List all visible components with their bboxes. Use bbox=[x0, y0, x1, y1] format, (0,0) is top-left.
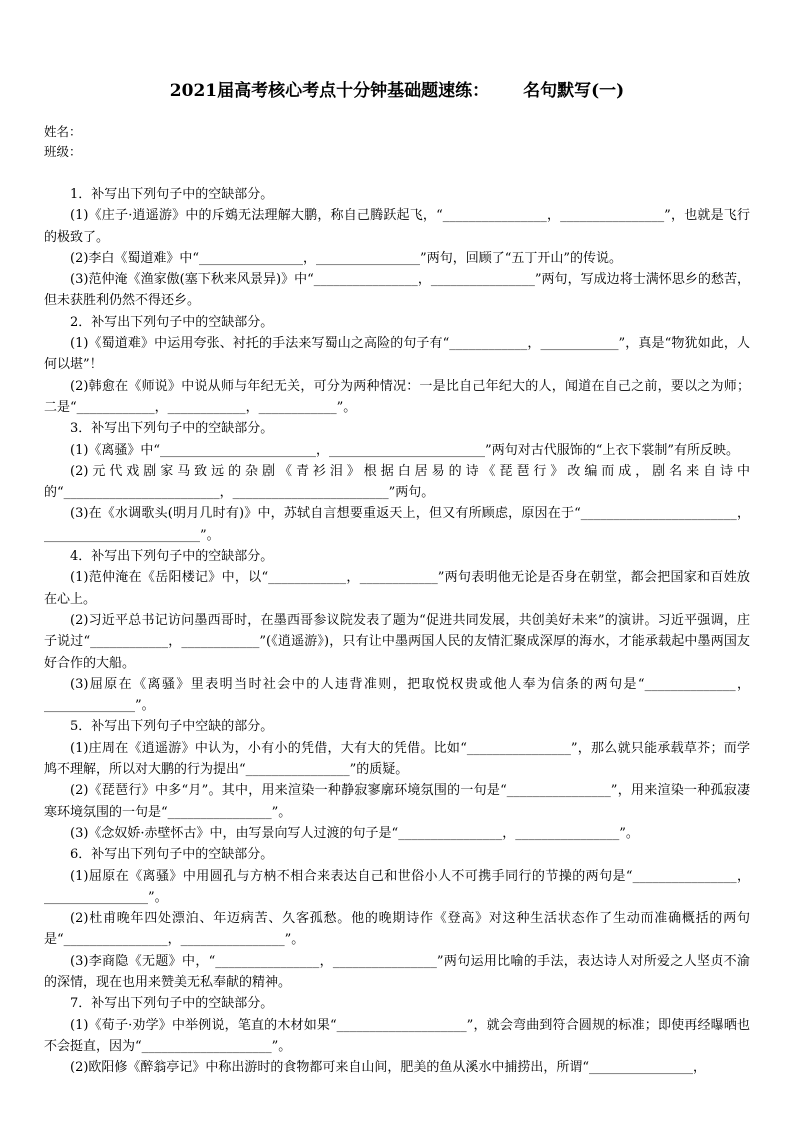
student-info bbox=[44, 122, 82, 162]
sub-question: (1)《离骚》中“________________________，________________________”两句对古代服饰的“上衣下裳制”有所反映。 bbox=[70, 442, 739, 458]
sub-question: (3)屈原在《离骚》里表明当时社会中的人违背准则，把取悦权贵或他人奉为信条的两句是“______________，______________”。 bbox=[44, 676, 750, 714]
sub-question: (2)李白《蜀道难》中“________________，________________”两句，回顾了“五丁开山”的传说。 bbox=[70, 250, 622, 266]
name-label: 姓名： bbox=[44, 124, 82, 139]
sub-question: (3)李商隐《无题》中，“________________，________________”两句运用比喻的手法，表达诗人对所爱之人坚贞不渝的深情，现在也用来赞美无私奉献的精神。 bbox=[44, 953, 750, 990]
sub-question: (2)《琵琶行》中多“月”。其中，用来渲染一种静寂寥廓环境氛围的一句是“________________”，用来渲染一种孤寂凄寒环境氛围的一句是“________________”。 bbox=[44, 783, 750, 820]
title-main: 2021届高考核心考点十分钟基础题速练： bbox=[169, 81, 490, 101]
question-heading: 6．补写出下列句子中的空缺部分。 bbox=[70, 847, 274, 863]
question-heading: 1．补写出下列句子中的空缺部分。 bbox=[70, 187, 274, 202]
sub-question: (2)杜甫晚年四处漂泊、年迈病苦、久客孤愁。他的晚期诗作《登高》对这种生活状态作了生动而准确概括的两句是“________________，________________”。 bbox=[44, 911, 750, 948]
sub-question: (2)韩愈在《师说》中说从师与年纪无关，可分为两种情况：一是比自己年纪大的人，闻道在自己之前，要以之为师；二是“____________，____________，____________”。 bbox=[44, 378, 750, 415]
sub-question: (2)习近平总书记访问墨西哥时，在墨西哥参议院发表了题为“促进共同发展，共创美好未来”的演讲。习近平强调，庄子说过“____________，____________”(《逍遥游》)，只有让中墨两国人民的友情汇聚成深厚的海水，才能承载起中墨两国友好合作的大船。 bbox=[44, 612, 750, 671]
sub-question: (1)范仲淹在《岳阳楼记》中，以“____________，____________”两句表明他无论是否身在朝堂，都会把国家和百姓放在心上。 bbox=[44, 570, 750, 607]
sub-question: (1)庄周在《逍遥游》中认为，小有小的凭借，大有大的凭借。比如“________________”，那么就只能承载草芥；而学鸠不理解，所以对大鹏的行为提出“________________”的质疑。 bbox=[44, 740, 750, 778]
question-heading: 7．补写出下列句子中的空缺部分。 bbox=[70, 996, 274, 1012]
sub-question: (1)《蜀道难》中运用夸张、衬托的手法来写蜀山之高险的句子有“____________，____________”，真是“物犹如此，人何以堪”！ bbox=[44, 336, 750, 373]
sub-question: (1)《荀子·劝学》中举例说，笔直的木材如果“____________________”，就会弯曲到符合圆规的标准；即使再经曝晒也不会挺直，因为“____________________”。 bbox=[44, 1017, 750, 1054]
title-sub: 名句默写(一) bbox=[523, 81, 625, 101]
question-heading: 4．补写出下列句子中的空缺部分。 bbox=[70, 549, 274, 565]
question-heading: 2．补写出下列句子中的空缺部分。 bbox=[70, 314, 274, 330]
document-title bbox=[0, 76, 794, 101]
question-heading: 5．补写出下列句子中空缺的部分。 bbox=[70, 719, 274, 735]
sub-question: (3)范仲淹《渔家傲(塞下秋来风景异)》中“________________，________________”两句，写成边将士满怀思乡的愁苦，但未获胜利仍然不得还乡。 bbox=[44, 272, 750, 309]
class-label: 班级： bbox=[44, 144, 82, 159]
sub-question: (1)《庄子·逍遥游》中的斥鴳无法理解大鹏，称自己腾跃起飞，“________________，________________”，也就是飞行的极致了。 bbox=[44, 208, 750, 245]
sub-question: (2)元代戏剧家马致远的杂剧《青衫泪》根据白居易的诗《琵琶行》改编而成，剧名来自诗中的“________________________，________________________”两句。 bbox=[44, 463, 750, 501]
sub-question: (3)《念奴娇·赤壁怀古》中，由写景向写人过渡的句子是“________________，________________”。 bbox=[70, 825, 639, 841]
sub-question: (1)屈原在《离骚》中用圆孔与方枘不相合来表达自己和世俗小人不可携手同行的节操的两句是“________________，________________”。 bbox=[44, 868, 750, 905]
question-list bbox=[44, 184, 750, 1078]
question-heading: 3．补写出下列句子中的空缺部分。 bbox=[70, 421, 274, 437]
sub-question: (2)欧阳修《醉翁亭记》中称出游时的食物都可来自山间，肥美的鱼从溪水中捕捞出，所谓“________________， bbox=[70, 1060, 707, 1076]
sub-question: (3)在《水调歌头(明月几时有)》中，苏轼自言想要重返天上，但又有所顾虑，原因在于“________________________，________________________”。 bbox=[44, 506, 750, 543]
